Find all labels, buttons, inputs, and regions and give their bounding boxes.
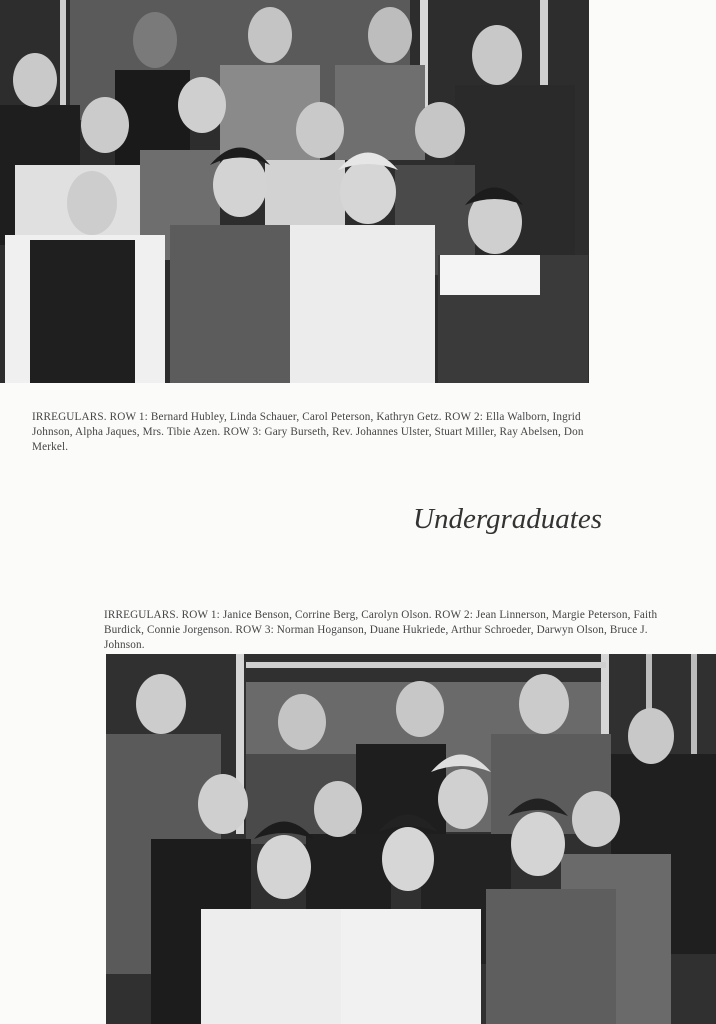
group-photo-bottom xyxy=(106,654,716,1024)
section-title: Undergraduates xyxy=(413,503,603,535)
group-photo-top xyxy=(0,0,589,383)
group-photo-bottom-image xyxy=(106,654,716,1024)
caption-top-photo: IRREGULARS. ROW 1: Bernard Hubley, Linda Schauer, Carol Peterson, Kathryn Getz. ROW 2: Ella Walborn, Ingrid Johnson, Alpha Jaques, Mrs. Tibie Azen. ROW 3: Gary Burseth, Rev. Johannes Ulster, Stuart Miller, Ray Abelsen, Don Merkel. xyxy=(32,411,584,454)
caption-bottom-photo: IRREGULARS. ROW 1: Janice Benson, Corrine Berg, Carolyn Olson. ROW 2: Jean Linnerson, Margie Peterson, Faith Burdick, Connie Jorgenson. ROW 3: Norman Hoganson, Duane Hukriede, Arthur Schroeder, Darwyn Olson, Bruce J. Johnson. xyxy=(104,609,658,652)
group-photo-top-image xyxy=(0,0,589,383)
